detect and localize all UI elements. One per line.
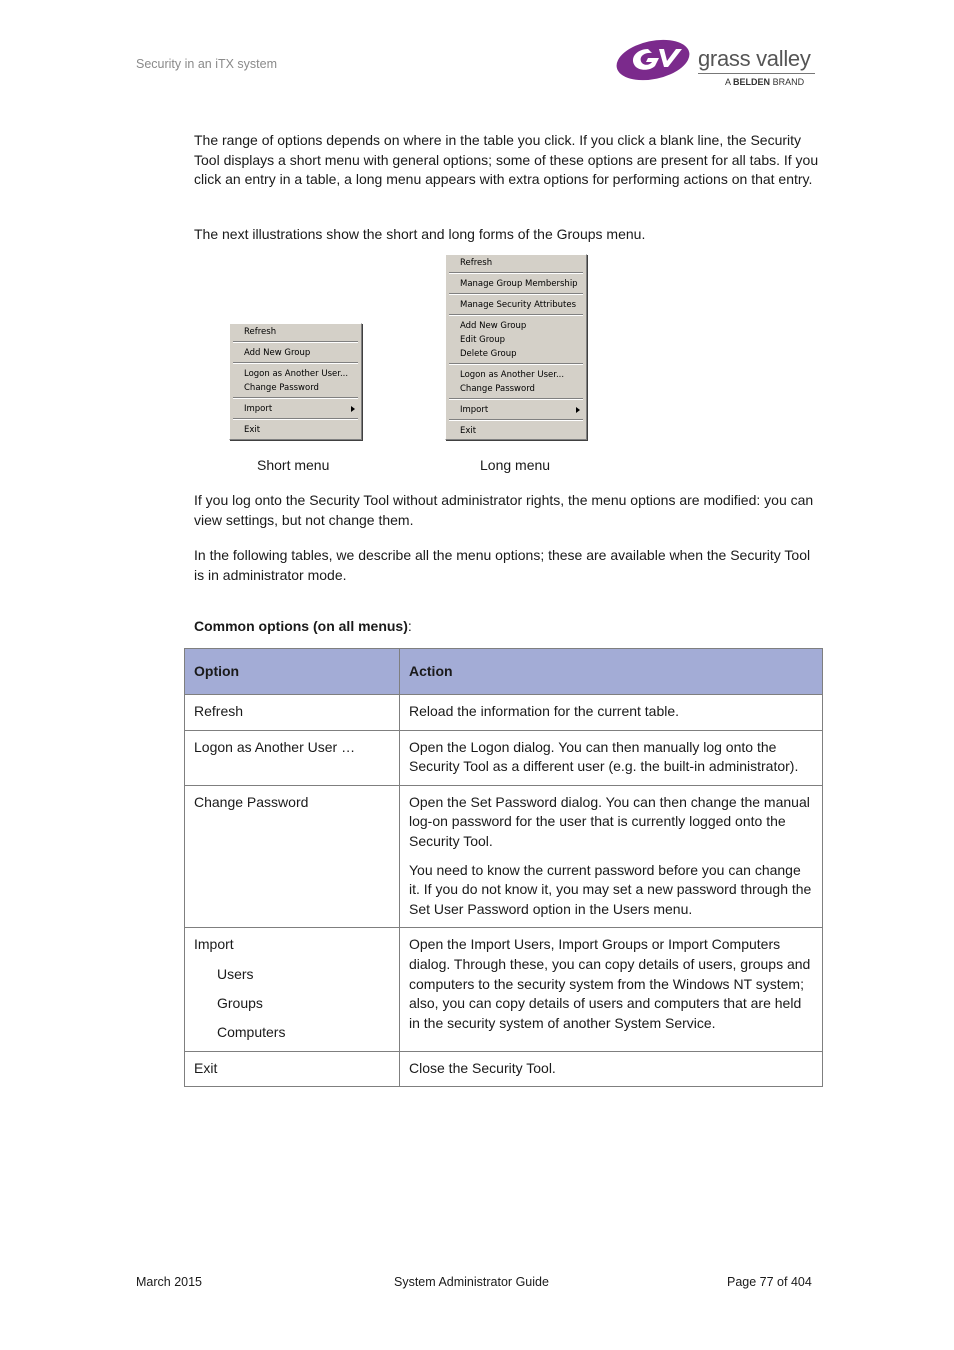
menu-separator — [233, 397, 358, 399]
menu-item-refresh: Refresh — [460, 258, 493, 268]
option-cell: Exit — [185, 1051, 400, 1087]
menu-item-change-password: Change Password — [460, 384, 535, 394]
sub-option-groups: Groups — [217, 994, 263, 1011]
action-cell: Open the Set Password dialog. You can then change the manual log-on password for the user that is currently logged onto the Security Tool. You need to know the current password before you can change it. If you do not know it, you may set a new password through the Set User Password option in the Users menu. — [400, 785, 823, 928]
submenu-arrow-icon — [351, 406, 355, 412]
paragraph-admin-rights: If you log onto the Security Tool without administrator rights, the menu options are modified: you can view settings, but not change them. — [194, 492, 814, 528]
sub-option-computers: Computers — [217, 1023, 286, 1040]
option-import: Import — [194, 936, 234, 953]
column-header-option: Option — [185, 649, 400, 695]
table-row — [185, 928, 823, 1051]
menu-item-import: Import — [244, 404, 273, 414]
table-row — [185, 1051, 823, 1087]
sub-option-users: Users — [217, 965, 254, 982]
table-header-row — [185, 649, 823, 695]
menu-item-add-new-group: Add New Group — [460, 321, 527, 331]
menu-separator — [233, 362, 358, 364]
grass-valley-logo — [615, 36, 820, 92]
paragraph-tables-intro: In the following tables, we describe all the menu options; these are available when the Security Tool is in administrator mode. — [194, 547, 811, 583]
menu-item-manage-security-attributes: Manage Security Attributes — [460, 300, 577, 310]
logo-rule — [698, 73, 815, 74]
menu-item-delete-group: Delete Group — [460, 349, 517, 359]
short-menu-caption: Short menu — [257, 457, 330, 473]
gv-emblem-icon — [615, 36, 697, 84]
menu-item-change-password: Change Password — [244, 383, 319, 393]
logo-wordmark: grass valley — [698, 46, 811, 71]
menu-separator — [449, 363, 583, 365]
menu-item-manage-group-membership: Manage Group Membership — [460, 279, 578, 289]
menu-separator — [449, 398, 583, 400]
intro-paragraph-1: The range of options depends on where in the table you click. If you click a blank line, the Security Tool displays a short menu with general options; some of these options are present for all tabs. If you click an entry in a table, a long menu appears with extra options for performing actions on that entry. — [194, 132, 819, 188]
header-section-title: Security in an iTX system — [136, 57, 278, 71]
intro-paragraph-2: The next illustrations show the short and long forms of the Groups menu. — [194, 226, 646, 242]
menu-item-import: Import — [460, 405, 489, 415]
long-menu-caption: Long menu — [480, 457, 551, 473]
footer-page-number: Page 77 of 404 — [727, 1275, 812, 1289]
table-row — [185, 730, 823, 785]
action-cell: Close the Security Tool. — [400, 1051, 823, 1087]
action-cell: Open the Logon dialog. You can then manually log onto the Security Tool as a different user (e.g. the built-in administrator). — [400, 730, 823, 785]
table-row — [185, 785, 823, 928]
menu-separator — [449, 293, 583, 295]
menu-separator — [449, 419, 583, 421]
menu-separator — [233, 341, 358, 343]
menu-item-logon-another-user: Logon as Another User... — [244, 369, 349, 379]
action-cell: Open the Import Users, Import Groups or Import Computers dialog. Through these, you can copy details of users, groups and computers to the security system from the Windows NT system; also, you can copy details of users and computers that are held in the security system of another System Service. — [400, 928, 823, 1051]
menu-separator — [449, 272, 583, 274]
option-cell: Refresh — [185, 695, 400, 731]
table-row — [185, 695, 823, 731]
option-cell: Change Password — [185, 785, 400, 928]
menu-separator — [449, 314, 583, 316]
menu-item-exit: Exit — [244, 425, 261, 435]
menu-item-logon-another-user: Logon as Another User... — [460, 370, 565, 380]
menu-item-add-new-group: Add New Group — [244, 348, 311, 358]
footer-date: March 2015 — [136, 1275, 203, 1289]
menu-separator — [233, 418, 358, 420]
common-options-table — [184, 648, 823, 1087]
long-menu — [445, 254, 587, 440]
column-header-action: Action — [400, 649, 823, 695]
table-title: Common options (on all menus): — [194, 618, 412, 634]
option-cell: Logon as Another User … — [185, 730, 400, 785]
short-menu — [229, 323, 362, 440]
submenu-arrow-icon — [576, 407, 580, 413]
menu-item-refresh: Refresh — [244, 327, 277, 337]
action-cell: Reload the information for the current table. — [400, 695, 823, 731]
menu-item-exit: Exit — [460, 426, 477, 436]
option-cell — [185, 928, 400, 1051]
logo-tagline: A BELDEN BRAND — [725, 77, 805, 87]
menu-item-edit-group: Edit Group — [460, 335, 506, 345]
footer-document-title: System Administrator Guide — [394, 1275, 549, 1289]
